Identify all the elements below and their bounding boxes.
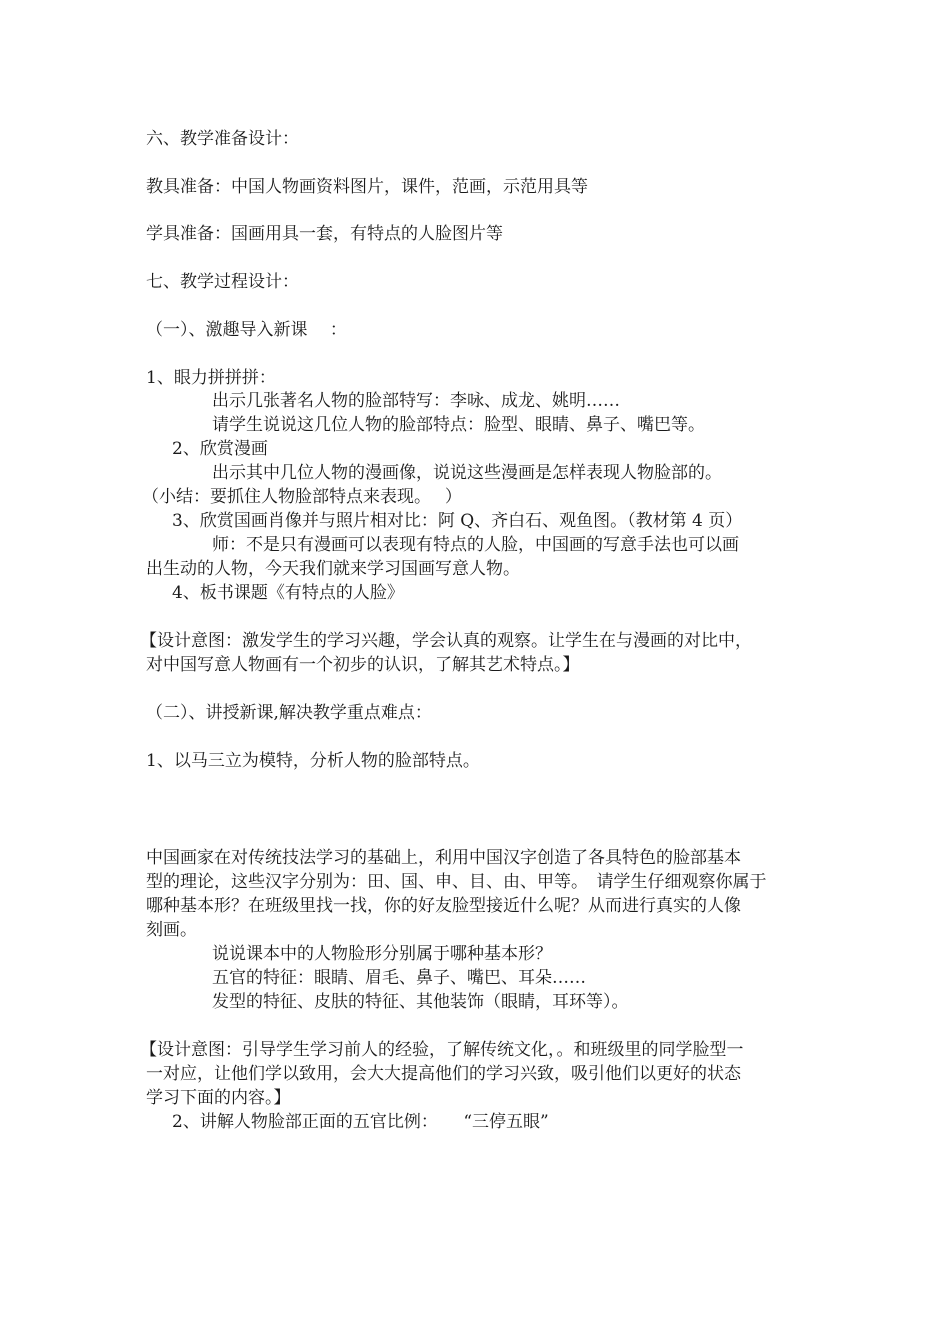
part1-summary: （小结：要抓住人物脸部特点来表现。 ） xyxy=(142,487,462,507)
part2-subline: 说说课本中的人物脸形分别属于哪种基本形？ xyxy=(212,944,552,964)
part2-step2: 2、讲解人物脸部正面的五官比例： “三停五眼” xyxy=(172,1112,549,1132)
part2-step1: 1、以马三立为模特，分析人物的脸部特点。 xyxy=(146,751,480,771)
part1-intent-line: 【设计意图：激发学生的学习兴趣，学会认真的观察。让学生在与漫画的对比中， xyxy=(140,631,752,651)
part1-heading: （一）、激趣导入新课 ： xyxy=(146,320,347,340)
section7-heading: 七、教学过程设计： xyxy=(146,272,299,292)
teacher-prep-line: 教具准备：中国人物画资料图片，课件，范画，示范用具等 xyxy=(146,177,588,197)
part1-line: 请学生说说这几位人物的脸部特点：脸型、眼睛、鼻子、嘴巴等。 xyxy=(212,415,705,435)
part1-line: 出示几张著名人物的脸部特写：李咏、成龙、姚明…… xyxy=(212,391,620,411)
part2-paragraph-line: 哪种基本形？在班级里找一找，你的好友脸型接近什么呢？从而进行真实的人像 xyxy=(146,896,741,916)
part1-step3: 3、欣赏国画肖像并与照片相对比：阿 Q、齐白石、观鱼图。（教材第 4 页） xyxy=(172,511,743,531)
part2-subline: 发型的特征、皮肤的特征、其他装饰（眼睛，耳环等）。 xyxy=(212,992,629,1012)
part2-intent-line: 【设计意图：引导学生学习前人的经验，了解传统文化，。和班级里的同学脸型一 xyxy=(140,1040,744,1060)
part2-intent-line: 一对应，让他们学以致用，会大大提高他们的学习兴致，吸引他们以更好的状态 xyxy=(146,1064,741,1084)
part2-paragraph-line: 中国画家在对传统技法学习的基础上，利用中国汉字创造了各具特色的脸部基本 xyxy=(146,848,741,868)
part2-paragraph-line: 刻画。 xyxy=(146,920,197,940)
part1-step1: 1、眼力拼拼拼： xyxy=(146,368,276,388)
part1-line: 出示其中几位人物的漫画像，说说这些漫画是怎样表现人物脸部的。 xyxy=(212,463,722,483)
part1-intent-line: 对中国写意人物画有一个初步的认识，了解其艺术特点。】 xyxy=(146,655,580,675)
part2-heading: （二）、讲授新课,解决教学重点难点： xyxy=(146,703,432,723)
part2-paragraph-line: 型的理论，这些汉字分别为：田、国、申、目、由、甲等。 请学生仔细观察你属于 xyxy=(146,872,767,892)
student-prep-line: 学具准备：国画用具一套，有特点的人脸图片等 xyxy=(146,224,503,244)
part2-intent-line: 学习下面的内容。】 xyxy=(146,1088,291,1108)
part2-subline: 五官的特征：眼睛、眉毛、鼻子、嘴巴、耳朵…… xyxy=(212,968,586,988)
part1-line: 师：不是只有漫画可以表现有特点的人脸，中国画的写意手法也可以画 xyxy=(212,535,739,555)
part1-line: 出生动的人物，今天我们就来学习国画写意人物。 xyxy=(146,559,520,579)
part1-step2: 2、欣赏漫画 xyxy=(172,439,268,459)
part1-step4: 4、板书课题《有特点的人脸》 xyxy=(172,583,404,603)
section6-heading: 六、教学准备设计： xyxy=(146,129,299,149)
